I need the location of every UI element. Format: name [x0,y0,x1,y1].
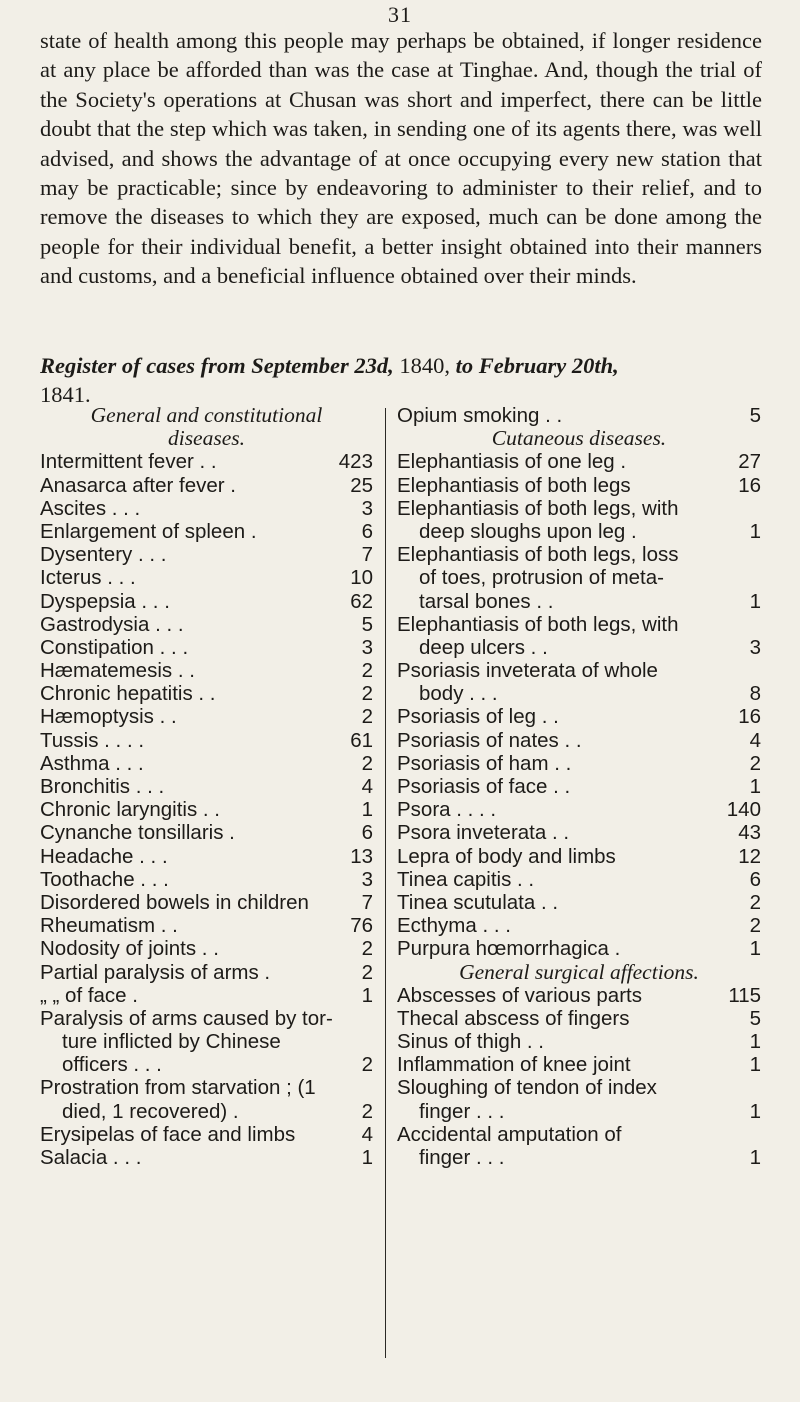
sloughing-line-2 [397,1100,761,1123]
case-label: Purpura hœmorrhagica . [397,937,621,961]
paralysis-line-2: ture inflicted by Chinese [62,1030,281,1054]
case-entry [40,613,373,636]
case-label: Asthma . . . [40,751,144,775]
case-count: 6 [749,867,761,891]
case-count: 1 [361,983,373,1007]
case-entry [40,914,373,937]
case-count: 2 [361,751,373,775]
eleph-one-value: 27 [738,450,761,474]
case-entry [397,1007,761,1030]
case-count: 76 [350,914,373,938]
eleph-both-label: Elephantiasis of both legs [397,473,631,497]
register-year: 1841. [40,382,91,408]
case-entry [40,821,373,844]
case-entry [40,775,373,798]
body-paragraph [40,26,762,291]
column-divider [385,408,386,1358]
left-heading-1: General and constitutional [90,403,323,427]
amputation-line-2 [397,1146,761,1169]
case-label: Cynanche tonsillaris . [40,821,235,845]
case-label: Bronchitis . . . [40,775,165,798]
case-count: 140 [726,798,761,822]
case-label: Headache . . . [40,844,168,868]
case-count: 5 [749,1006,761,1030]
case-count: 16 [738,705,761,729]
case-entry [40,543,373,566]
case-label: Nodosity of joints . . [40,937,219,961]
eleph-toes-line-3 [397,590,761,613]
page-number: 31 [388,2,412,27]
paralysis-label: officers . . . [62,1053,162,1077]
eleph-toes-line-1: Elephantiasis of both legs, loss [397,543,679,567]
register-title-plain: 1840, [399,353,450,378]
case-label: Constipation . . . [40,635,189,659]
case-label: Lepra of body and limbs [397,844,616,868]
register-title-italic: Register of cases from September 23d, [40,353,394,378]
eleph-sloughs-line-2 [397,520,761,543]
case-entry [40,891,373,914]
prostration-label: died, 1 recovered) . [62,1099,239,1123]
case-count: 13 [350,844,373,868]
case-count: 6 [361,821,373,845]
case-count: 2 [749,751,761,775]
eleph-both-entry [397,474,761,497]
case-count: 1 [361,798,373,822]
case-count: 2 [361,682,373,706]
case-entry [397,1030,761,1053]
cutaneous-heading: Cutaneous diseases. [491,426,667,451]
case-label: Dyspepsia . . . [40,589,170,613]
opium-value: 5 [749,404,761,427]
case-count: 62 [350,589,373,613]
opium-label: Opium smoking . . [397,404,563,427]
case-label: Disordered bowels in children [40,890,309,914]
salacia-value: 1 [361,1146,373,1169]
case-label: Psora inveterata . . [397,821,570,845]
amputation-value: 1 [749,1146,761,1169]
eleph-toes-label: tarsal bones . . [419,589,554,613]
case-label: Partial paralysis of arms . [40,960,271,984]
case-count: 2 [361,937,373,961]
paralysis-line-1: Paralysis of arms caused by tor- [40,1006,333,1030]
case-count: 10 [350,566,373,590]
case-label: Tussis . . . . [40,728,145,752]
case-label: Hæmoptysis . . [40,705,177,729]
eleph-one-label: Elephantiasis of one leg . [397,450,627,474]
right-entries-a [397,705,761,960]
case-entry [40,659,373,682]
psoriasis-whole-value: 8 [749,682,761,706]
case-entry [40,961,373,984]
case-entry [40,937,373,960]
case-entry [40,752,373,775]
case-entry [397,891,761,914]
case-count: 2 [749,914,761,938]
erysipelas-label: Erysipelas of face and limbs [40,1122,296,1146]
case-entry [40,984,373,1007]
case-entry [397,937,761,960]
case-entry [397,752,761,775]
case-count: 2 [749,890,761,914]
case-count: 2 [361,705,373,729]
case-label: Enlargement of spleen . [40,519,257,543]
case-label: Tinea scutulata . . [397,890,559,914]
case-entry [397,705,761,728]
case-label: Ascites . . . [40,496,141,520]
case-label: Tinea capitis . . [397,867,535,891]
psoriasis-whole-label: body . . . [419,682,498,706]
case-label: Thecal abscess of fingers [397,1006,630,1030]
case-label: Hæmatemesis . . [40,659,195,683]
case-count: 3 [361,635,373,659]
sloughing-value: 1 [749,1099,761,1123]
case-entry [40,868,373,891]
case-count: 4 [361,775,373,798]
case-label: Psora . . . . [397,798,497,822]
left-entries [40,450,373,1007]
case-count: 5 [361,612,373,636]
sloughing-line-1: Sloughing of tendon of index [397,1076,657,1100]
eleph-ulcers-value: 3 [749,635,761,659]
prostration-line-1: Prostration from starvation ; (1 [40,1076,316,1100]
eleph-both-value: 16 [738,473,761,497]
case-label: Abscesses of various parts [397,983,642,1007]
case-entry [397,914,761,937]
case-count: 6 [361,519,373,543]
case-entry [397,984,761,1007]
case-entry [40,474,373,497]
case-count: 61 [350,728,373,752]
case-label: Gastrodysia . . . [40,612,184,636]
case-entry [40,497,373,520]
paragraph-text: state of health among this people may perhaps be obtained, if longer residence at any place be afforded than was the case at Tinghae. And, though the trial of the Society's operations at Chusan was short and imperfect, there can be little doubt that the step which was taken, in sending one of its agents there, was well advised, and shows the advantage of at once occupying every new station that may be practicable; since by endeavoring to administer to their relief, and to remove the diseases to which they are exposed, much can be done among the people for their individual benefit, a better insight obtained into their manners and customs, and a beneficial influence obtained over their minds. [40,28,762,289]
eleph-sloughs-label: deep sloughs upon leg . [419,519,637,543]
case-entry [397,1053,761,1076]
case-count: 2 [361,659,373,683]
case-entry [40,705,373,728]
case-label: Chronic hepatitis . . [40,682,216,706]
case-entry [40,636,373,659]
case-count: 1 [749,1030,761,1054]
sloughing-label: finger . . . [419,1099,505,1123]
psoriasis-whole-line-2 [397,682,761,705]
case-count: 4 [749,728,761,752]
case-entry [397,775,761,798]
case-label: Psoriasis of face . . [397,775,571,798]
eleph-toes-value: 1 [749,589,761,613]
right-column [397,404,761,1169]
case-entry [397,729,761,752]
prostration-line-2 [40,1100,373,1123]
case-count: 1 [749,775,761,798]
salacia-label: Salacia . . . [40,1146,142,1169]
register-title [40,351,762,410]
case-count: 7 [361,543,373,567]
case-label: Anasarca after fever . [40,473,236,497]
case-label: Rheumatism . . [40,914,178,938]
case-count: 1 [749,1053,761,1077]
case-entry [40,590,373,613]
case-entry [397,821,761,844]
case-label: Psoriasis of ham . . [397,751,572,775]
surgical-heading: General surgical affections. [459,959,699,984]
case-label: Toothache . . . [40,867,169,891]
eleph-sloughs-value: 1 [749,519,761,543]
case-count: 7 [361,890,373,914]
case-entry [40,520,373,543]
case-label: Icterus . . . [40,566,136,590]
left-heading-2: diseases. [167,426,246,451]
eleph-ulcers-label: deep ulcers . . [419,635,548,659]
paralysis-value: 2 [361,1053,373,1077]
case-count: 1 [749,937,761,961]
psoriasis-whole-line-1: Psoriasis inveterata of whole [397,659,658,683]
case-entry [40,566,373,589]
case-label: Intermittent fever . . [40,450,217,474]
amputation-line-1: Accidental amputation of [397,1122,622,1146]
eleph-ulcers-line-1: Elephantiasis of both legs, with [397,612,679,636]
case-count: 115 [728,983,761,1007]
case-entry [397,868,761,891]
case-entry [397,798,761,821]
left-column [40,404,373,1169]
case-label: Inflammation of knee joint [397,1053,631,1077]
case-entry [40,729,373,752]
case-count: 2 [361,960,373,984]
opium-entry [397,404,761,427]
prostration-value: 2 [361,1099,373,1123]
eleph-one-entry [397,450,761,473]
erysipelas-entry [40,1123,373,1146]
erysipelas-value: 4 [361,1122,373,1146]
case-count: 3 [361,867,373,891]
case-label: Chronic laryngitis . . [40,798,221,822]
amputation-label: finger . . . [419,1146,505,1169]
register-title-italic-2: to February 20th, [455,353,619,378]
case-entry [397,845,761,868]
salacia-entry [40,1146,373,1169]
case-label: Ecthyma . . . [397,914,511,938]
case-label: Psoriasis of leg . . [397,705,559,729]
case-label: Psoriasis of nates . . [397,728,582,752]
case-label: „ „ of face . [40,983,138,1007]
paralysis-line-3 [40,1053,373,1076]
eleph-sloughs-line-1: Elephantiasis of both legs, with [397,496,679,520]
eleph-ulcers-line-2 [397,636,761,659]
case-count: 43 [738,821,761,845]
case-count: 3 [361,496,373,520]
right-entries-b [397,984,761,1077]
case-entry [40,845,373,868]
case-count: 25 [350,473,373,497]
case-label: Sinus of thigh . . [397,1030,545,1054]
case-entry [40,798,373,821]
case-label: Dysentery . . . [40,543,167,567]
eleph-toes-line-2: of toes, protrusion of meta- [419,566,664,590]
case-count: 423 [338,450,373,474]
case-count: 12 [738,844,761,868]
case-entry [40,682,373,705]
case-entry [40,450,373,473]
